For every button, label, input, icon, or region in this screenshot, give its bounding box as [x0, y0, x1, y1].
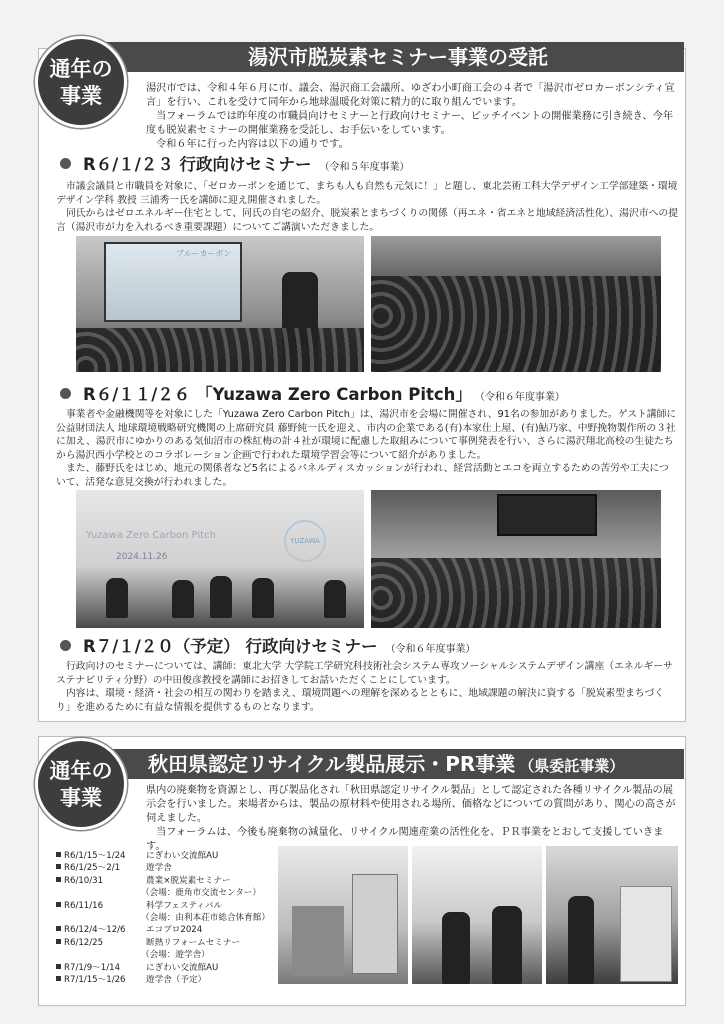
schedule-date: R6/1/25～2/1 [64, 863, 121, 874]
panelist-figure [210, 576, 232, 618]
slide-date: 2024.11.26 [116, 552, 168, 562]
event-title: R７/１/２０（予定） 行政向けセミナー [83, 637, 378, 656]
bullet-icon [56, 964, 61, 969]
schedule-date: R7/1/9～1/14 [64, 962, 121, 973]
projector-screen [104, 242, 242, 322]
year-round-badge [35, 738, 127, 830]
intro-paragraph: 湯沢市では、令和４年６月に市、議会、湯沢商工会議所、ゆざわ小町商工会の４者で「湯沢市ゼロカーボンシティ宣言」を行い、これを受けて同年から地球温暖化対策に精力的に取り組んでいます。 [146, 83, 675, 108]
schedule-event: エコプロ2024 [146, 925, 203, 936]
exhibit-booth-photo [546, 846, 678, 984]
event-description [56, 180, 678, 234]
schedule-event: 科学フェスティバル [146, 900, 223, 911]
schedule-item [56, 974, 276, 986]
badge-line-1: 通年の [49, 759, 113, 783]
event-paragraph: また、藤野氏をはじめ、地元の関係者など5名によるパネルディスカッションが行われ、経営活動とエコを両立するための苦労や工夫について、活発な意見交換が行われました。 [56, 463, 669, 488]
badge-line-2: 事業 [60, 786, 102, 810]
event-note: （令和６年度事業） [385, 644, 476, 655]
event-note: （令和５年度事業） [319, 162, 410, 173]
section-title-bar [88, 749, 684, 779]
schedule-event: 農業×脱炭素セミナー [146, 875, 231, 886]
event-description [56, 408, 678, 490]
bullet-icon [60, 158, 71, 169]
bullet-icon [56, 877, 61, 882]
display-case [620, 886, 672, 982]
bullet-icon [56, 902, 61, 907]
bullet-icon [56, 976, 61, 981]
bullet-icon [56, 852, 61, 857]
seminar-lecture-photo [76, 236, 364, 372]
bullet-icon [56, 926, 61, 931]
event-title: R６/１/２３ 行政向けセミナー [83, 155, 312, 174]
audience-row [371, 558, 661, 628]
event-heading [60, 636, 476, 658]
intro-paragraph: 当フォーラムでは昨年度の市職員向けセミナーと行政向けセミナー、ピッチイベントの開催業務に引き続き、今年度も脱炭素セミナーの開催業務を受託し、お手伝いをしています。 [146, 111, 674, 136]
schedule-date: R6/10/31 [64, 875, 104, 886]
intro-paragraph: 県内の廃棄物を資源とし、再び製品化され「秋田県認定リサイクル製品」として認定された各種リサイクル製品の展示会を行いました。来場者からは、製品の原材料や使用される場所、価格などについての質問があり、関心の高さが伺えました。 [146, 785, 676, 824]
schedule-venue: （会場：由利本荘市総合体育館） [141, 913, 270, 924]
bullet-icon [56, 939, 61, 944]
section-intro [146, 82, 676, 152]
section-title: 秋田県認定リサイクル製品展示・PR事業 [148, 752, 516, 776]
event-title: R６/１１/２６ 「Yuzawa Zero Carbon Pitch」 [83, 385, 472, 404]
panel-discussion-photo [76, 490, 364, 628]
intro-paragraph: 当フォーラムは、今後も廃棄物の減量化、リサイクル関連産業の活性化を、ＰＲ事業をとおして支援していきます。 [146, 827, 664, 852]
exhibition-schedule [56, 850, 276, 986]
product-shelf [292, 906, 344, 976]
visitor-figure [492, 906, 522, 984]
audience-row [76, 328, 364, 372]
exhibit-visitors-photo [412, 846, 542, 984]
schedule-event: 遊学舎（予定） [146, 975, 207, 986]
schedule-date: R7/1/15～1/26 [64, 975, 126, 986]
event-description [56, 660, 678, 714]
slide-caption: ブルーカーボン [176, 249, 232, 258]
panelist-figure [106, 578, 128, 618]
exhibit-display-photo [278, 846, 408, 984]
visitor-figure [442, 912, 470, 984]
schedule-venue: （会場：遊学舎） [141, 950, 210, 961]
schedule-date: R6/12/4～12/6 [64, 925, 126, 936]
intro-paragraph: 令和６年に行った内容は以下の通りです。 [156, 139, 349, 150]
schedule-item [56, 937, 276, 949]
schedule-date: R6/11/16 [64, 900, 104, 911]
event-paragraph: 内容は、環境・経済・社会の相互の関わりを踏まえ、環境問題への理解を深めるとともに、地域課題の解決に資する「脱炭素型まちづくり」を進めるために有益な情報を提供するものとなります。 [56, 688, 665, 713]
year-round-badge [35, 36, 127, 128]
section-intro [146, 784, 676, 854]
seminar-audience-photo [371, 236, 661, 372]
section-title-suffix: （県委託事業） [519, 757, 625, 775]
panelist-figure [252, 578, 274, 618]
schedule-item [56, 850, 276, 862]
event-heading [60, 384, 565, 406]
section-title-bar [88, 42, 684, 72]
event-paragraph: 行政向けのセミナーについては、講師：東北大学 大学院工学研究科技術社会システム専攻ソーシャルシステムデザイン講座（エネルギーサステナビリティ分野）の中田俊彦教授を講師にお招きしてお話いただくことにしています。 [56, 661, 673, 686]
schedule-venue: （会場：鹿角市交流センター） [141, 888, 261, 899]
schedule-item [56, 862, 276, 874]
schedule-date: R6/12/25 [64, 937, 104, 948]
event-note: （令和６年度事業） [479, 392, 565, 403]
audience-row [371, 276, 661, 372]
schedule-item [56, 924, 276, 936]
schedule-item [56, 962, 276, 974]
visitor-figure [568, 896, 594, 984]
section-title: 湯沢市脱炭素セミナー事業の受託 [248, 45, 548, 69]
badge-line-1: 通年の [49, 57, 113, 81]
pitch-audience-photo [371, 490, 661, 628]
schedule-event: にぎわい交流館AU [146, 851, 219, 861]
schedule-event: にぎわい交流館AU [146, 962, 219, 973]
schedule-date: R6/1/15～1/24 [64, 851, 126, 861]
slide-title: Yuzawa Zero Carbon Pitch [86, 530, 216, 541]
badge-line-2: 事業 [60, 84, 102, 108]
panelist-figure [172, 580, 194, 618]
panelist-figure [324, 580, 346, 618]
yuzawa-logo: YUZAWA [284, 520, 326, 562]
bullet-icon [60, 388, 71, 399]
schedule-event: 断熱リフォームセミナー [146, 937, 241, 948]
event-paragraph: 市議会議員と市職員を対象に、「ゼロカーボンを通じて、まちも人も自然も元気に！」と題し、東北芸術工科大学デザイン工学部建築・環境デザイン学科 教授 三浦秀一氏を講師に迎え開催されました。 [56, 181, 678, 206]
schedule-event: 遊学舎 [146, 863, 172, 874]
projector-screen [497, 494, 597, 536]
bullet-icon [60, 640, 71, 651]
schedule-item [56, 875, 276, 887]
schedule-item [56, 900, 276, 912]
event-paragraph: 事業者や金融機関等を対象にした「Yuzawa Zero Carbon Pitch」は、湯沢市を会場に開催され、91名の参加がありました。ゲスト講師に公益財団法人 地球環境戦略研究機関の上席研究員 藤野純一氏を迎え、市内の企業である(有)本家仕上屋、(有)鮎乃家、中野挽物製作所の３社に加え、湯沢市にゆかりのある気仙沼市の株紅梅の計４社が環境に配慮した取組みについて事例発表を行い、さらに湯沢翔北高校の生徒たちから湯沢西小学校とのコラボレーション企画で行われた環境学習会等について紹介がありました。 [56, 409, 677, 461]
event-paragraph: 同氏からはゼロエネルギー住宅として、同氏の自宅の紹介、脱炭素とまちづくりの関係（再エネ・省エネと地域経済活性化）、湯沢市への提言（湯沢市が力を入れるべき重要課題）についてご講演いただきました。 [56, 208, 679, 233]
display-board [352, 874, 398, 974]
event-heading [60, 154, 410, 176]
bullet-icon [56, 864, 61, 869]
